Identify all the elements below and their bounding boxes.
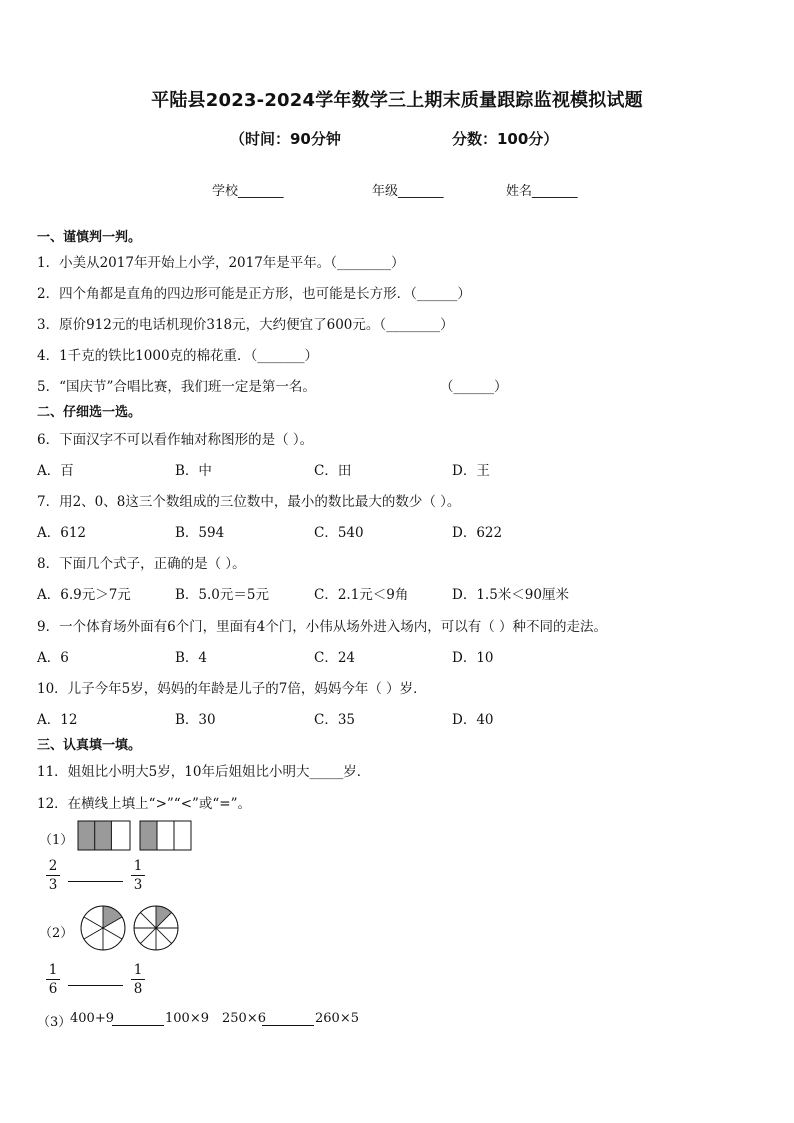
question-4: 4．1千克的铁比1000克的棉花重．（_______） — [37, 348, 319, 364]
q7-option-b: B．594 — [175, 525, 225, 541]
grade-blank: _______ — [398, 184, 444, 199]
q6-option-d: D．王 — [452, 463, 490, 479]
name-field — [506, 180, 578, 199]
exam-title: 平陆县2023-2024学年数学三上期末质量跟踪监视模拟试题 — [151, 90, 643, 111]
q9-option-d: D．10 — [452, 650, 494, 666]
q9-option-b: B．4 — [175, 650, 208, 666]
section-2-heading: 二、仔细选一选。 — [37, 405, 142, 420]
part-3-expr-c: 250×6 — [222, 1011, 266, 1026]
fraction-bar — [46, 979, 60, 980]
question-6: 6．下面汉字不可以看作轴对称图形的是（ ）。 — [37, 432, 314, 448]
question-10: 10．儿子今年5岁，妈妈的年龄是儿子的7倍，妈妈今年（ ）岁． — [37, 681, 427, 697]
question-8: 8．下面几个式子，正确的是（ ）。 — [37, 556, 246, 572]
rect-one-third — [140, 821, 191, 850]
fraction-bar — [131, 979, 145, 980]
part-2-left-fraction — [46, 962, 60, 997]
q9-option-a: A．6 — [37, 650, 69, 666]
school-field — [212, 180, 284, 199]
part-1-rect-diagrams — [77, 820, 197, 852]
q6-option-a: A．百 — [37, 463, 74, 479]
part-3-expr-a: 400+9 — [70, 1011, 114, 1026]
part-3-label: （3） — [37, 1015, 72, 1030]
question-9: 9．一个体育场外面有6个门，里面有4个门，小伟从场外进入场内，可以有（ ）种不同的走法。 — [37, 619, 608, 635]
part-1-label: （1） — [39, 833, 74, 848]
question-7: 7．用2、0、8这三个数组成的三位数中，最小的数比最大的数少（ ）。 — [37, 494, 461, 510]
circle-sixths — [81, 906, 125, 950]
q7-option-c: C．540 — [314, 525, 364, 541]
part-3-answer-line-2 — [262, 1025, 314, 1026]
fraction-numerator: 1 — [48, 962, 58, 978]
part-2-circle-diagrams — [80, 905, 180, 951]
q7-option-d: D．622 — [452, 525, 503, 541]
part-3-answer-line-1 — [112, 1025, 164, 1026]
school-blank: _______ — [238, 184, 284, 199]
q8-option-d: D．1.5米＜90厘米 — [452, 587, 569, 603]
question-12: 12．在横线上填上“>”“<”或“=”。 — [37, 796, 252, 812]
question-5: 5．“国庆节”合唱比赛，我们班一定是第一名。 — [37, 379, 316, 395]
section-3-heading: 三、认真填一填。 — [37, 738, 142, 753]
rect-two-thirds — [78, 821, 130, 850]
question-5-blank: （______） — [440, 379, 508, 395]
question-3: 3．原价912元的电话机现价318元，大约便宜了600元。（________） — [37, 317, 454, 333]
exam-score: 分数：100分） — [452, 130, 559, 148]
school-label: 学校 — [212, 184, 239, 199]
part-3-expr-d: 260×5 — [315, 1011, 359, 1026]
fraction-bar — [131, 875, 145, 876]
part-1-left-fraction — [46, 858, 60, 893]
fraction-denominator: 3 — [48, 877, 58, 893]
exam-time: （时间：90分钟 — [230, 130, 341, 148]
fraction-numerator: 1 — [133, 858, 143, 874]
name-blank: _______ — [532, 184, 578, 199]
name-label: 姓名 — [506, 184, 533, 199]
fraction-denominator: 3 — [133, 877, 143, 893]
part-2-label: （2） — [39, 926, 74, 941]
q8-option-b: B．5.0元＝5元 — [175, 587, 269, 603]
grade-label: 年级 — [372, 184, 399, 199]
circle-eighths — [134, 906, 178, 950]
q6-option-c: C．田 — [314, 463, 352, 479]
part-2-answer-line — [68, 985, 123, 986]
question-1: 1．小美从2017年开始上小学，2017年是平年。（________） — [37, 255, 405, 271]
q10-option-a: A．12 — [37, 712, 78, 728]
part-2-right-fraction — [131, 962, 145, 997]
fraction-numerator: 1 — [133, 962, 143, 978]
q8-option-c: C．2.1元＜9角 — [314, 587, 409, 603]
part-3-expr-b: 100×9 — [165, 1011, 209, 1026]
part-1-answer-line — [68, 881, 123, 882]
section-1-heading: 一、谨慎判一判。 — [37, 230, 142, 245]
q10-option-b: B．30 — [175, 712, 216, 728]
q10-option-d: D．40 — [452, 712, 494, 728]
q8-option-a: A．6.9元＞7元 — [37, 587, 131, 603]
question-2: 2．四个角都是直角的四边形可能是正方形，也可能是长方形．（______） — [37, 286, 471, 302]
fraction-denominator: 6 — [48, 981, 58, 997]
q6-option-b: B．中 — [175, 463, 212, 479]
fraction-denominator: 8 — [133, 981, 143, 997]
fraction-bar — [46, 875, 60, 876]
grade-field — [372, 180, 444, 199]
q9-option-c: C．24 — [314, 650, 356, 666]
fraction-numerator: 2 — [48, 858, 58, 874]
q10-option-c: C．35 — [314, 712, 356, 728]
q7-option-a: A．612 — [37, 525, 87, 541]
part-1-right-fraction — [131, 858, 145, 893]
question-11: 11．姐姐比小明大5岁，10年后姐姐比小明大_____岁． — [37, 764, 371, 780]
